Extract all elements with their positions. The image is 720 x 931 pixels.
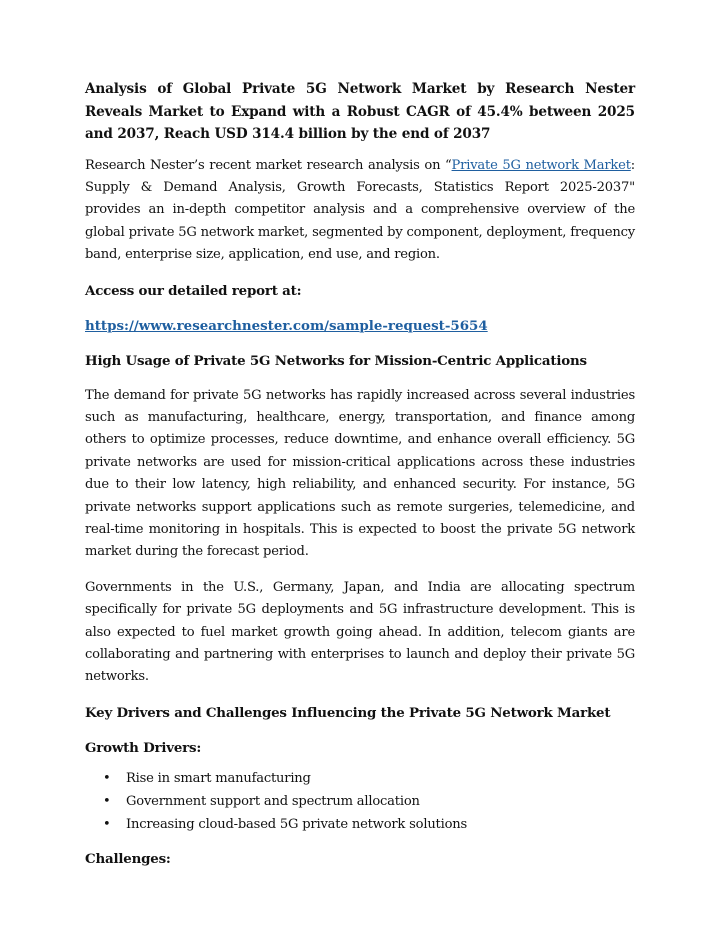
- intro-text-before: Research Nester’s recent market research analysis on “: [85, 157, 452, 173]
- list-item-text: Rise in smart manufacturing: [126, 770, 311, 786]
- list-item-text: Government support and spectrum allocation: [126, 793, 420, 809]
- demand-paragraph: The demand for private 5G networks has rapidly increased across several industries such as manufacturing, healthcare, energy, transportation, and finance among others to optimize processes, reduce downtime, and enhance overall efficiency. 5G private networks are used for mission-critical applications across these industries due to their low latency, high reliability, and enhanced security. For instance, 5G private networks support applications such as remote surgeries, telemedicine, and real-time monitoring in hospitals. This is expected to boost the private 5G network market during the forecast period.: [85, 387, 635, 560]
- list-item: [85, 790, 635, 813]
- document-body: [85, 78, 635, 883]
- list-item: [85, 767, 635, 790]
- challenges-heading: Challenges:: [85, 850, 171, 867]
- market-report-link[interactable]: Private 5G network Market: [451, 157, 631, 173]
- drivers-challenges-heading: Key Drivers and Challenges Influencing the Private 5G Network Market: [85, 704, 611, 721]
- growth-drivers-heading: Growth Drivers:: [85, 739, 202, 756]
- bullet-icon: •: [103, 793, 111, 809]
- sample-request-link[interactable]: https://www.researchnester.com/sample-request-5654: [85, 317, 488, 334]
- sample-request-link-row: [85, 315, 635, 337]
- governments-paragraph: Governments in the U.S., Germany, Japan, and India are allocating spectrum specifically for private 5G deployments and 5G infrastructure development. This is also expected to fuel market growth going ahead. In addition, telecom giants are collaborating and partnering with enterprises to launch and deploy their private 5G networks.: [85, 579, 635, 685]
- list-item: [85, 813, 635, 836]
- intro-text-after: : Supply & Demand Analysis, Growth Forecasts, Statistics Report 2025-2037" provides an in-depth competitor analysis and a comprehensive overview of the global private 5G network market, segmented by component, deployment, frequency band, enterprise size, application, end use, and region.: [85, 157, 635, 263]
- access-report-heading: Access our detailed report at:: [85, 282, 302, 299]
- intro-paragraph: [85, 155, 635, 267]
- document-title: Analysis of Global Private 5G Network Market by Research Nester Reveals Market to Expand with a Robust CAGR of 45.4% between 2025 and 2037, Reach USD 314.4 billion by the end of 2037: [85, 81, 635, 142]
- mission-centric-heading: High Usage of Private 5G Networks for Mission-Centric Applications: [85, 352, 587, 369]
- bullet-icon: •: [103, 816, 111, 832]
- list-item-text: Increasing cloud-based 5G private network solutions: [126, 816, 468, 832]
- bullet-icon: •: [103, 770, 111, 786]
- growth-drivers-list: [85, 767, 635, 836]
